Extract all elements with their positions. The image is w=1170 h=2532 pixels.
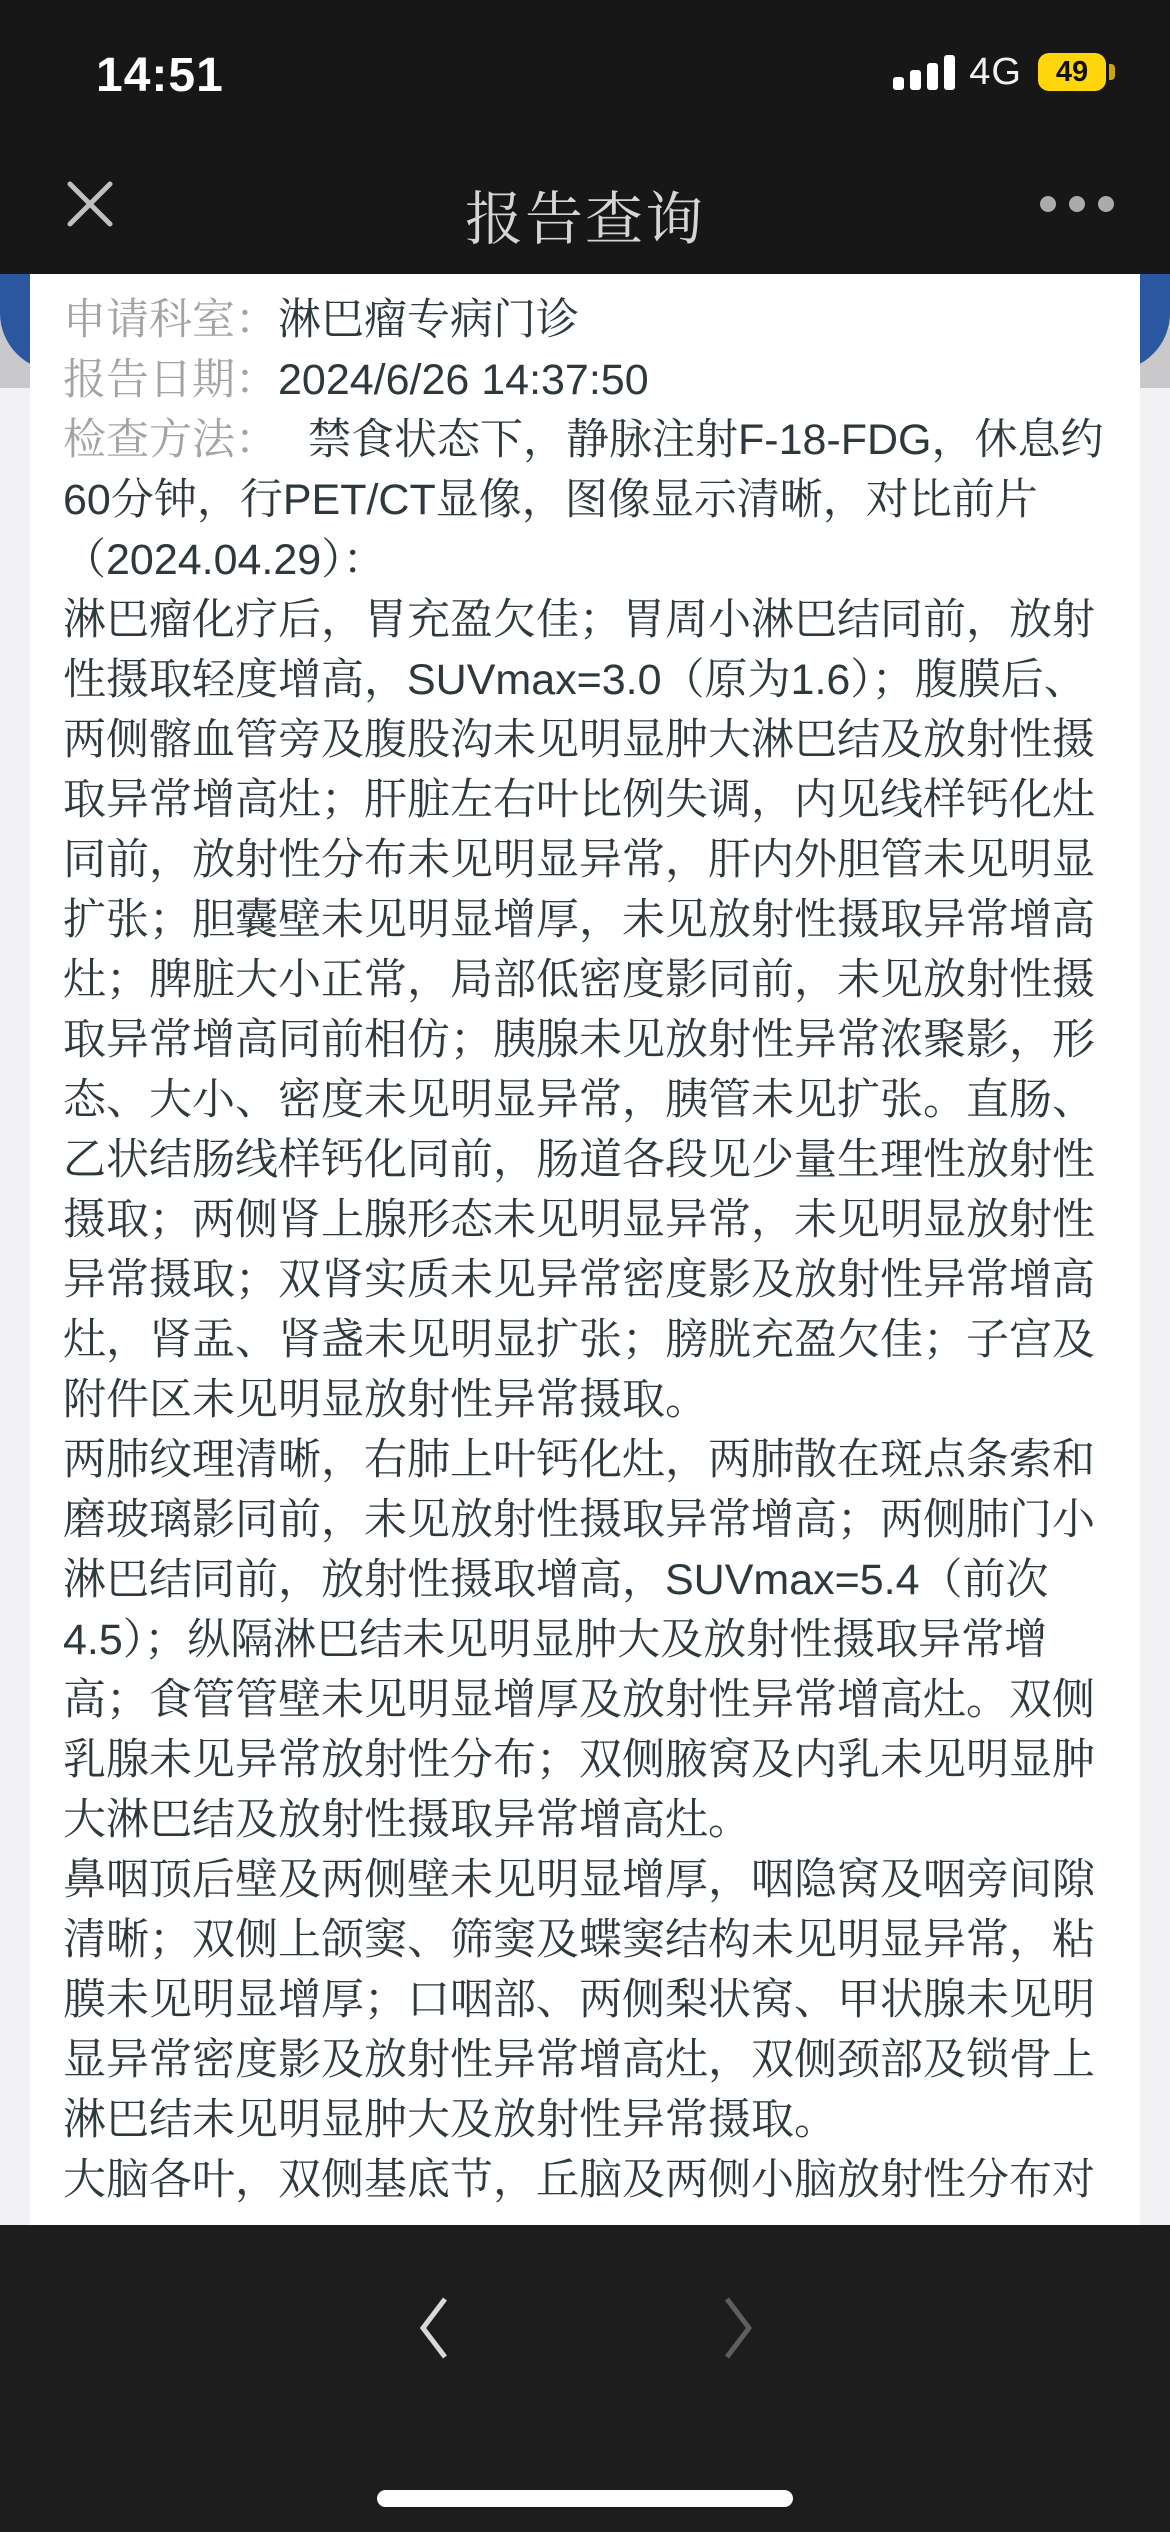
- field-value: 淋巴瘤专病门诊: [278, 296, 579, 344]
- chevron-right-icon: [723, 2295, 753, 2361]
- report-text-line: 膜未见明显增厚；口咽部、两侧梨状窝、甲状腺未见明: [63, 1976, 1095, 2024]
- report-text-line: 乙状结肠线样钙化同前，肠道各段见少量生理性放射性: [63, 1136, 1095, 1184]
- report-text-line: 两侧髂血管旁及腹股沟未见明显肿大淋巴结及放射性摄: [63, 716, 1095, 764]
- report-text-line: 大淋巴结及放射性摄取异常增高灶。: [63, 1796, 751, 1844]
- signal-strength-icon: [887, 54, 955, 90]
- report-text-line: 两肺纹理清晰，右肺上叶钙化灶，两肺散在斑点条索和: [63, 1436, 1095, 1484]
- report-text-line: 鼻咽顶后壁及两侧壁未见明显增厚，咽隐窝及咽旁间隙: [63, 1856, 1095, 1904]
- network-type-label: 4G: [969, 50, 1022, 93]
- battery-percent: 49: [1055, 55, 1089, 88]
- report-content-scroll-area[interactable]: [30, 274, 1140, 2225]
- field-label: 申请科室：: [63, 296, 278, 344]
- more-menu-button[interactable]: [1040, 196, 1114, 212]
- report-text-line: 4.5）；纵隔淋巴结未见明显肿大及放射性摄取异常增: [63, 1616, 1048, 1664]
- report-text-line: 取异常增高灶；肝脏左右叶比例失调，内见线样钙化灶: [63, 776, 1095, 824]
- report-text-line: 异常摄取；双肾实质未见异常密度影及放射性异常增高: [63, 1256, 1095, 1304]
- home-indicator[interactable]: [377, 2490, 793, 2507]
- three-dots-icon: [1040, 196, 1056, 212]
- report-text-line: 摄取；两侧肾上腺形态未见明显异常，未见明显放射性: [63, 1196, 1095, 1244]
- report-text-line: 性摄取轻度增高，SUVmax=3.0（原为1.6）；腹膜后、: [63, 656, 1087, 704]
- page-title: 报告查询: [464, 187, 705, 252]
- report-text-line: （2024.04.29）：: [63, 536, 386, 584]
- method-text-line: 禁食状态下，静脉注射F-18-FDG，休息约: [308, 416, 1104, 464]
- field-label: 报告日期：: [63, 356, 278, 404]
- battery-cap: [1109, 64, 1115, 80]
- report-text-line: 取异常增高同前相仿；胰腺未见放射性异常浓聚影，形: [63, 1016, 1095, 1064]
- status-bar: [0, 0, 1170, 120]
- report-text-line: 磨玻璃影同前，未见放射性摄取异常增高；两侧肺门小: [63, 1496, 1095, 1544]
- report-text-line: 大脑各叶，双侧基底节，丘脑及两侧小脑放射性分布对: [63, 2156, 1095, 2204]
- field-label: 检查方法：: [63, 416, 278, 464]
- browser-toolbar: [0, 2225, 1170, 2532]
- report-text-line: 淋巴瘤化疗后，胃充盈欠佳；胃周小淋巴结同前，放射: [63, 596, 1095, 644]
- report-text-line: 清晰；双侧上颌窦、筛窦及蝶窦结构未见明显异常，粘: [63, 1916, 1095, 1964]
- report-text-line: 扩张；胆囊壁未见明显增厚，未见放射性摄取异常增高: [63, 896, 1095, 944]
- title-bar: [0, 150, 1170, 274]
- report-fields: [63, 290, 1110, 410]
- battery-icon: [1038, 53, 1106, 91]
- report-text-line: 显异常密度影及放射性异常增高灶，双侧颈部及锁骨上: [63, 2036, 1095, 2084]
- back-button[interactable]: [419, 2295, 449, 2361]
- header-bar: [0, 0, 1170, 274]
- report-text-line: 灶，肾盂、肾盏未见明显扩张；膀胱充盈欠佳；子宫及: [63, 1316, 1095, 1364]
- report-text-line: 淋巴结未见明显肿大及放射性异常摄取。: [63, 2096, 837, 2144]
- report-text-line: 灶；脾脏大小正常，局部低密度影同前，未见放射性摄: [63, 956, 1095, 1004]
- field-value: 2024/6/26 14:37:50: [278, 356, 649, 404]
- report-field-method: [63, 410, 1110, 470]
- report-field-row: [63, 350, 1110, 410]
- chevron-left-icon: [419, 2295, 449, 2361]
- report-text-line: 附件区未见明显放射性异常摄取。: [63, 1376, 708, 1424]
- report-field-row: [63, 290, 1110, 350]
- report-text-line: 乳腺未见异常放射性分布；双侧腋窝及内乳未见明显肿: [63, 1736, 1095, 1784]
- clock-time: 14:51: [96, 49, 224, 102]
- report-text-line: 高；食管管壁未见明显增厚及放射性异常增高灶。双侧: [63, 1676, 1095, 1724]
- report-body: [63, 470, 1110, 2210]
- report-text-line: 淋巴结同前，放射性摄取增高，SUVmax=5.4（前次: [63, 1556, 1049, 1604]
- forward-button[interactable]: [723, 2295, 753, 2361]
- report-text-line: 态、大小、密度未见明显异常，胰管未见扩张。直肠、: [63, 1076, 1095, 1124]
- report-text-line: 同前，放射性分布未见明显异常，肝内外胆管未见明显: [63, 836, 1095, 884]
- report-text-line: 60分钟，行PET/CT显像，图像显示清晰，对比前片: [63, 476, 1038, 524]
